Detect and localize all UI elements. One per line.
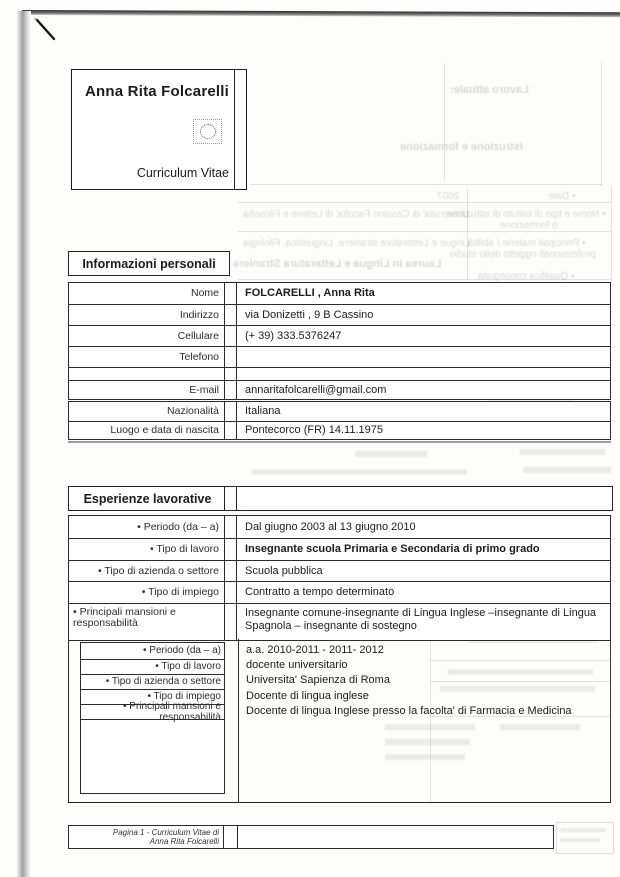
bleedthrough-text: Laurea in Lingua e Letteratura Straniere <box>233 258 442 270</box>
row-spacer <box>224 326 237 346</box>
table-row <box>69 538 610 560</box>
footer-line2: Anna Rita Folcarelli <box>149 837 219 846</box>
table-row <box>69 304 610 325</box>
row-label: • Tipo di impiego <box>141 586 219 598</box>
row-spacer <box>224 381 237 399</box>
scan-dark-line <box>68 441 611 443</box>
row-label: • Periodo (da – a) <box>143 644 221 656</box>
row-value: Italiana <box>245 405 281 417</box>
row-value: docente universitario <box>246 659 348 672</box>
bleedthrough-text: • Date <box>548 191 576 202</box>
row-value: FOLCARELLI , Anna Rita <box>245 287 375 299</box>
row-label <box>69 368 224 380</box>
row-value: Docente di lingua inglese <box>246 689 369 702</box>
row-value: Scuola pubblica <box>245 564 323 577</box>
scan-top-edge <box>22 10 620 17</box>
row-value <box>237 347 610 367</box>
empty-cell <box>81 719 224 793</box>
row-label: Nome <box>190 287 219 299</box>
bleedthrough-text: • Nome e tipo di istituto di istruzione <box>447 209 606 220</box>
table-row <box>69 581 610 603</box>
footer-text <box>69 826 223 848</box>
table-row <box>69 402 610 421</box>
cv-label: Curriculum Vitae <box>136 166 229 180</box>
row-spacer <box>224 305 237 325</box>
bleedthrough-text: • Qualifica conseguita <box>478 271 575 282</box>
bleedthrough-line <box>238 279 611 280</box>
bleedthrough-text: Lingue e Letterature straniere. Linguistica. Filologia <box>243 238 470 249</box>
row-label: Cellulare <box>177 329 219 342</box>
section-empty-cell <box>236 486 613 511</box>
row-value: Contratto a tempo determinato <box>245 586 395 598</box>
column-divider <box>238 639 239 802</box>
row-spacer <box>224 604 237 640</box>
bleedthrough-line <box>238 231 611 232</box>
footer-empty-cell <box>238 826 553 848</box>
row-label: • Periodo (da – a) <box>137 520 219 533</box>
row-spacer <box>224 283 237 304</box>
pen-mark <box>33 17 57 43</box>
bleedthrough-line <box>238 202 611 203</box>
row-label: • Tipo di lavoro <box>81 659 224 674</box>
header-card <box>71 69 247 190</box>
row-label: • Tipo di azienda o settore <box>97 564 219 577</box>
bleedthrough-line <box>601 62 602 186</box>
row-label: • Tipo di azienda o settore <box>81 674 224 689</box>
bleedthrough-smudge <box>252 469 467 475</box>
bleedthrough-line <box>611 186 612 282</box>
row-value: Insegnante comune-insegnante di Lingua Inglese –insegnante di Lingua Spagnola – insegnante di sostegno <box>245 607 597 632</box>
row-spacer <box>224 561 237 581</box>
section-title-personal <box>68 251 230 276</box>
eu-flag-icon <box>193 119 222 144</box>
personal-info-table <box>68 282 611 400</box>
bleedthrough-text: • Principali materie / abilità <box>468 238 586 249</box>
bleedthrough-line <box>467 188 468 280</box>
row-label: • Principali mansioni e responsabilità <box>73 606 176 629</box>
table-row <box>69 325 610 346</box>
row-spacer <box>224 582 237 603</box>
row-value: Dal giugno 2003 al 13 giugno 2010 <box>245 520 416 533</box>
bleedthrough-smudge <box>520 449 605 455</box>
table-row <box>69 346 610 367</box>
personal-info-table-2 <box>68 401 611 440</box>
row-spacer <box>224 422 237 439</box>
bleedthrough-text: Istruzione e formazione <box>400 141 523 153</box>
row-spacer <box>224 368 237 380</box>
footer-spacer <box>223 826 238 848</box>
table-row <box>69 380 610 399</box>
bleedthrough-smudge <box>355 451 427 457</box>
row-label: Indirizzo <box>179 308 219 321</box>
experience-2-values <box>246 643 606 719</box>
row-value <box>237 368 610 380</box>
row-value: (+ 39) 333.5376247 <box>245 329 342 342</box>
page-footer <box>68 825 554 849</box>
row-spacer <box>224 516 237 538</box>
row-spacer <box>224 539 237 560</box>
row-spacer <box>224 347 237 367</box>
row-value: Universita' Sapienza di Roma <box>246 674 390 687</box>
bleedthrough-smudge <box>523 467 611 473</box>
row-label: • Principali mansioni e responsabilità <box>81 704 224 719</box>
row-value: via Donizetti , 9 B Cassino <box>245 308 374 321</box>
table-row <box>69 560 610 581</box>
card-divider <box>234 70 235 189</box>
bleedthrough-line <box>444 63 445 181</box>
section-title-experience-label: Esperienze lavorative <box>83 491 212 506</box>
row-value: Insegnante scuola Primaria e Secondaria di primo grado <box>245 543 540 555</box>
row-label: • Tipo di impiego <box>81 689 224 704</box>
row-value: Pontecorco (FR) 14.11.1975 <box>245 424 383 436</box>
bleedthrough-line <box>250 184 602 185</box>
table-row <box>69 283 610 304</box>
section-title-experience <box>68 486 227 511</box>
bleedthrough-smudge <box>560 828 606 832</box>
row-label: Luogo e data di nascita <box>110 424 219 436</box>
table-row <box>69 603 610 640</box>
experience-block-2 <box>68 639 611 803</box>
row-label: Nazionalità <box>167 405 219 417</box>
row-value: a.a. 2010-2011 - 2011- 2012 <box>246 644 384 656</box>
row-label: • Tipo di lavoro <box>149 543 219 555</box>
table-row <box>69 421 610 439</box>
bleedthrough-text: Universita' di Cassino Facolta' di Lettere e Filosofia <box>243 209 470 220</box>
row-value: Docente di lingua Inglese presso la facolta' di Farmacia e Medicina <box>246 704 572 717</box>
person-name: Anna Rita Folcarelli <box>85 83 230 100</box>
row-spacer <box>224 402 237 421</box>
bleedthrough-text: o formazione <box>500 220 558 231</box>
scan-left-shadow <box>16 11 31 877</box>
bleedthrough-text: 2007 <box>437 191 460 202</box>
row-value: annaritafolcarelli@gmail.com <box>245 383 387 396</box>
bleedthrough-smudge <box>560 838 600 842</box>
section-title-personal-label: Informazioni personali <box>82 256 216 271</box>
bleedthrough-text: Lavoro attuale: <box>450 84 529 96</box>
row-label: Telefono <box>179 350 219 363</box>
experience-2-label-table <box>80 642 225 794</box>
table-row <box>69 367 610 380</box>
row-label: E-mail <box>189 383 219 396</box>
experience-table-1 <box>68 515 611 641</box>
footer-line1: Pagina 1 - Curriculum Vitae di <box>112 828 219 837</box>
bleedthrough-text: professionali oggetto dello studio <box>450 249 596 260</box>
table-row <box>69 516 610 538</box>
